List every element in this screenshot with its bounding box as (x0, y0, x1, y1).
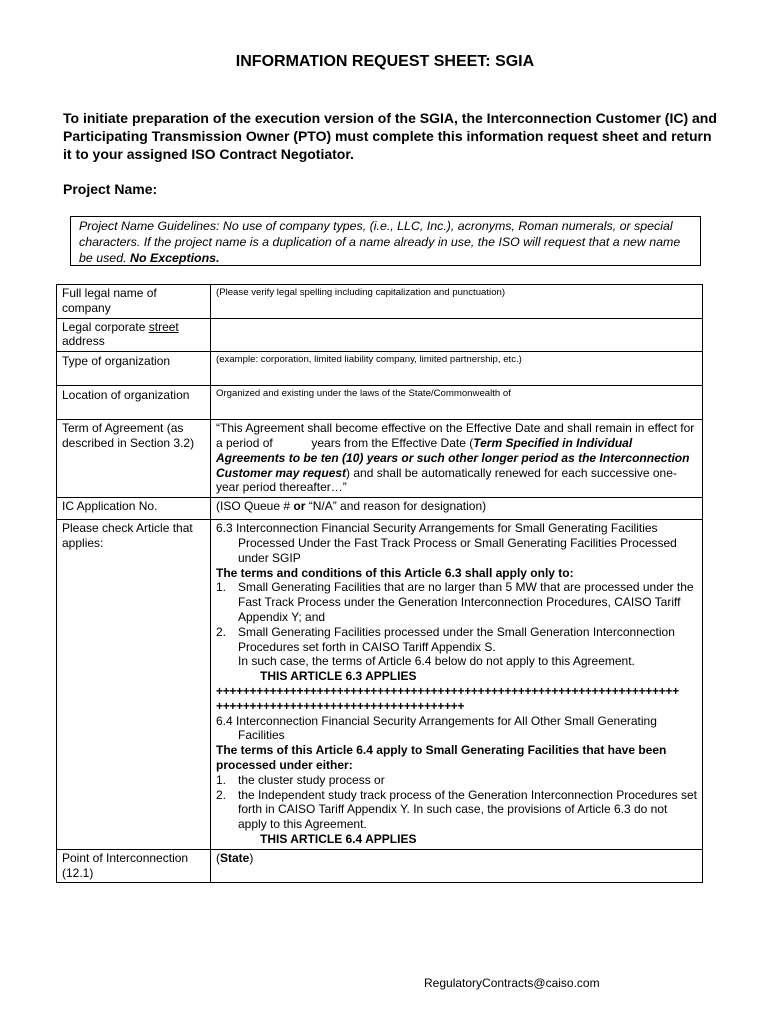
table-row-street (57, 318, 703, 352)
ic-app-text-1: (ISO Queue # (216, 499, 294, 514)
table-row-ic-app (57, 498, 703, 520)
article-6-4-item-2-text: the Independent study track process of the Generation Interconnection Procedures set forth in CAISO Tariff Appendix Y. In such case, the provisions of Article 6.3 do not apply to this Agreement. (238, 787, 697, 832)
article-6-3-item-1 (216, 580, 697, 624)
article-label: Please check Article that applies: (57, 520, 211, 850)
term-text-bold: Term Specified in Individual Agreements to be ten (10) years or such other longer period as the Interconnection Customer may request (216, 435, 690, 480)
project-name-label: Project Name: (63, 181, 158, 197)
information-table (56, 284, 703, 883)
term-text-2: years from the Effective Date ( (308, 435, 474, 450)
legal-name-field[interactable]: (Please verify legal spelling including capitalization and punctuation) (211, 285, 703, 319)
org-type-field[interactable]: (example: corporation, limited liability company, limited partnership, etc.) (211, 352, 703, 386)
term-field[interactable] (211, 420, 703, 498)
location-field[interactable]: Organized and existing under the laws of the State/Commonwealth of (211, 386, 703, 420)
page-title: INFORMATION REQUEST SHEET: SGIA (235, 53, 535, 70)
separator-plus-line-1: +++++++++++++++++++++++++++++++++++++++++++++++++++++++++++++++++++++ (216, 683, 679, 698)
term-text-3: ) and shall be automatically renewed for each successive one-year period thereafter…” (216, 465, 677, 495)
article-6-4-item-2-num: 2. (216, 787, 227, 802)
project-name-guidelines (70, 216, 701, 266)
location-label (57, 386, 211, 420)
org-type-label (57, 352, 211, 386)
article-6-3-item-2-num: 2. (216, 624, 227, 639)
separator-plus-line-2: +++++++++++++++++++++++++++++++++++++ (216, 698, 465, 713)
article-6-4-applies[interactable]: THIS ARTICLE 6.4 APPLIES (260, 831, 417, 846)
article-6-3-item-1-num: 1. (216, 580, 227, 595)
ic-app-text-2: “N/A” and reason for designation) (305, 499, 487, 514)
table-row-poi (57, 849, 703, 883)
org-type-label-text: Type of organization (62, 354, 171, 369)
article-6-3-note: In such case, the terms of Article 6.4 below do not apply to this Agreement. (238, 654, 635, 669)
ic-app-or: or (293, 499, 306, 514)
location-label-text: Location of organization (62, 388, 190, 403)
article-6-3-title-rest: Processed Under the Fast Track Process or Small Generating Facilities Processed under SGIP (238, 535, 677, 565)
table-row-location (57, 386, 703, 420)
article-6-3-item-2-text: Small Generating Facilities processed under the Small Generation Interconnection Procedures set forth in CAISO Tariff Appendix S. (238, 624, 675, 654)
poi-label: Point of Interconnection (12.1) (57, 849, 211, 883)
ic-app-field[interactable] (211, 498, 703, 520)
article-6-3-item-1-text: Small Generating Facilities that are no larger than 5 MW that are processed under the Fast Track Process under the Generation Interconnection Procedures, CAISO Tariff Appendix Y; and (238, 580, 694, 624)
table-row-org-type (57, 352, 703, 386)
table-row-article (57, 520, 703, 850)
term-text-1: “This Agreement shall become effective on the Effective Date and shall remain in effect for a period of (216, 421, 695, 450)
street-label (57, 318, 211, 352)
article-6-4-title-rest: Facilities (238, 728, 285, 743)
article-6-4-item-1 (216, 773, 697, 788)
table-row-term (57, 420, 703, 498)
article-6-4-item-1-text: the cluster study process or (238, 772, 385, 787)
poi-field[interactable] (211, 849, 703, 883)
article-6-4-item-2 (216, 788, 697, 832)
article-6-4-item-1-num: 1. (216, 772, 227, 787)
street-label-post: address (62, 334, 105, 349)
poi-state: State (220, 850, 250, 865)
legal-name-label: Full legal name of company (57, 285, 211, 319)
article-6-3-applies[interactable]: THIS ARTICLE 6.3 APPLIES (260, 669, 417, 684)
poi-paren-close: ) (249, 850, 254, 865)
street-label-pre: Legal corporate (62, 319, 149, 334)
table-row-legal-name (57, 285, 703, 319)
article-6-4-title-first: 6.4 Interconnection Financial Security Arrangements for All Other Small Generating (216, 713, 657, 728)
street-field[interactable] (211, 318, 703, 352)
article-6-4-terms: The terms of this Article 6.4 apply to Small Generating Facilities that have been processed under either: (216, 743, 667, 772)
ic-app-label: IC Application No. (57, 498, 211, 520)
street-label-underline: street (148, 319, 179, 334)
guidelines-text: Project Name Guidelines: No use of company types, (i.e., LLC, Inc.), acronyms, Roman numerals, or special characters. If the project name is a duplication of a name already in use, the ISO will request that a new name be used. (79, 219, 681, 265)
poi-paren-open: ( (216, 850, 220, 865)
term-label: Term of Agreement (as described in Section 3.2) (57, 420, 211, 498)
article-6-3-item-2 (216, 625, 697, 655)
article-6-3-terms: The terms and conditions of this Article 6.3 shall apply only to: (216, 565, 574, 580)
footer-email[interactable]: RegulatoryContracts@caiso.com (424, 976, 600, 990)
article-6-3-title-first: 6.3 Interconnection Financial Security Arrangements for Small Generating Facilities (216, 521, 658, 536)
guidelines-emphasis: No Exceptions. (130, 251, 220, 265)
intro-paragraph: To initiate preparation of the execution version of the SGIA, the Interconnection Customer (IC) and Participating Transmission Owner (PTO) must complete this information request sheet and return it to your assigned ISO Contract Negotiator. (63, 110, 717, 162)
article-field[interactable] (211, 520, 703, 850)
